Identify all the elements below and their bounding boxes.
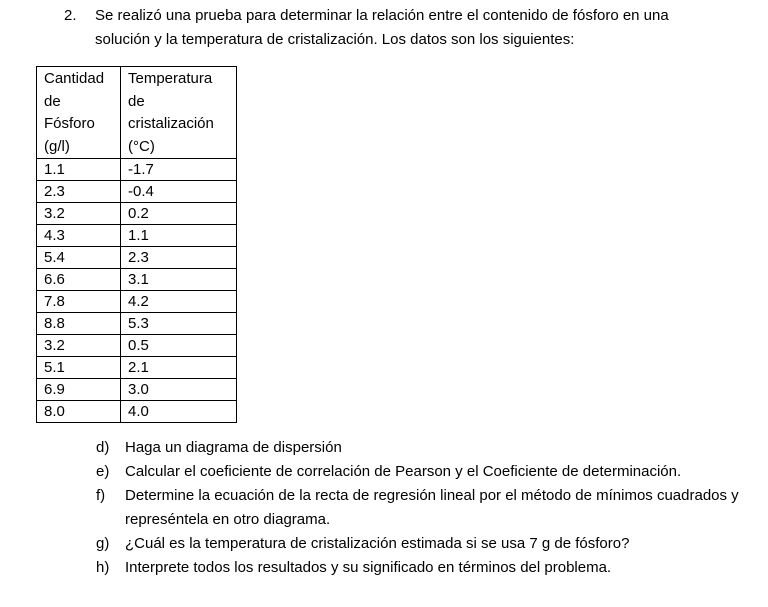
cell-temperature: -1.7 xyxy=(121,159,237,181)
problem-line-2 xyxy=(56,28,756,52)
table-row xyxy=(37,335,237,357)
question-letter: g) xyxy=(96,535,110,552)
question-f xyxy=(96,484,766,532)
cell-phosphorus: 8.8 xyxy=(37,313,121,335)
question-e xyxy=(96,460,766,484)
cell-temperature: 3.0 xyxy=(121,379,237,401)
cell-temperature: 0.2 xyxy=(121,203,237,225)
table-row xyxy=(37,225,237,247)
cell-temperature: 4.0 xyxy=(121,401,237,423)
question-list xyxy=(96,436,766,580)
cell-phosphorus: 5.1 xyxy=(37,357,121,379)
question-text: Calcular el coeficiente de correlación de Pearson y el Coeficiente de determinación. xyxy=(125,463,682,480)
header-phosphorus-line: (g/l) xyxy=(44,137,70,155)
table-row xyxy=(37,203,237,225)
header-temperature-line: Temperatura xyxy=(128,70,213,87)
cell-phosphorus: 3.2 xyxy=(37,203,121,225)
question-text: Determine la ecuación de la recta de regresión lineal por el método de mínimos cuadrados y represéntela en otro diagrama. xyxy=(125,487,739,528)
cell-temperature: 5.3 xyxy=(121,313,237,335)
question-text: Interprete todos los resultados y su significado en términos del problema. xyxy=(125,559,612,576)
cell-temperature: 2.3 xyxy=(121,247,237,269)
header-temperature-line: (°C) xyxy=(128,137,155,155)
question-letter: d) xyxy=(96,439,110,456)
table-row xyxy=(37,313,237,335)
cell-temperature: 1.1 xyxy=(121,225,237,247)
cell-phosphorus: 8.0 xyxy=(37,401,121,423)
data-table xyxy=(36,66,237,423)
cell-temperature: 0.5 xyxy=(121,335,237,357)
table-row xyxy=(37,247,237,269)
table-header-row xyxy=(37,67,237,159)
question-text: Haga un diagrama de dispersión xyxy=(125,439,342,456)
header-phosphorus-line: Cantidad xyxy=(44,70,105,87)
cell-temperature: 2.1 xyxy=(121,357,237,379)
cell-phosphorus: 4.3 xyxy=(37,225,121,247)
question-letter: h) xyxy=(96,559,110,576)
table-row xyxy=(37,401,237,423)
question-letter: f) xyxy=(96,487,106,504)
header-temperature-line: cristalización xyxy=(128,115,214,132)
question-h xyxy=(96,556,766,580)
question-text: ¿Cuál es la temperatura de cristalización estimada si se usa 7 g de fósforo? xyxy=(125,535,630,552)
cell-phosphorus: 6.9 xyxy=(37,379,121,401)
cell-temperature: 4.2 xyxy=(121,291,237,313)
table-row xyxy=(37,291,237,313)
header-phosphorus-line: Fósforo xyxy=(44,115,95,132)
header-temperature xyxy=(121,67,237,159)
cell-temperature: -0.4 xyxy=(121,181,237,203)
problem-number: 2. xyxy=(64,7,77,24)
table-row xyxy=(37,159,237,181)
cell-phosphorus: 7.8 xyxy=(37,291,121,313)
table-row xyxy=(37,379,237,401)
cell-phosphorus: 5.4 xyxy=(37,247,121,269)
cell-temperature: 3.1 xyxy=(121,269,237,291)
cell-phosphorus: 1.1 xyxy=(37,159,121,181)
header-temperature-line: de xyxy=(128,92,145,110)
table-row xyxy=(37,181,237,203)
cell-phosphorus: 2.3 xyxy=(37,181,121,203)
problem-line-1 xyxy=(56,4,756,28)
question-letter: e) xyxy=(96,463,110,480)
problem-text-line-1: Se realizó una prueba para determinar la relación entre el contenido de fósforo en una xyxy=(95,7,669,24)
question-g xyxy=(96,532,766,556)
problem-statement xyxy=(56,4,756,52)
cell-phosphorus: 3.2 xyxy=(37,335,121,357)
problem-text-line-2: solución y la temperatura de cristalización. Los datos son los siguientes: xyxy=(95,31,575,48)
question-d xyxy=(96,436,766,460)
cell-phosphorus: 6.6 xyxy=(37,269,121,291)
header-phosphorus-line: de xyxy=(44,92,61,110)
header-phosphorus xyxy=(37,67,121,159)
table-row xyxy=(37,269,237,291)
table-row xyxy=(37,357,237,379)
